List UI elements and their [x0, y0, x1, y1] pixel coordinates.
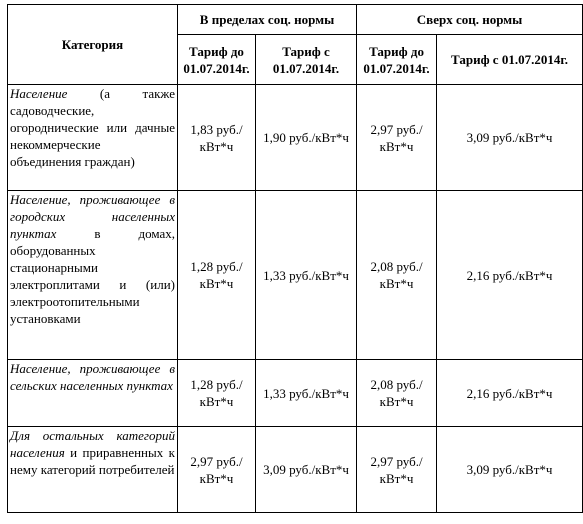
above-norm-header: Сверх соц. нормы — [357, 5, 583, 35]
category-cell — [8, 360, 178, 427]
category-note: и приравненных к нему категорий потребителей — [10, 445, 175, 477]
above-from-cell: 2,16 руб./кВт*ч — [437, 191, 583, 360]
within-until-cell: 1,28 руб./ кВт*ч — [178, 191, 256, 360]
above-until-cell: 2,08 руб./ кВт*ч — [357, 191, 437, 360]
category-cell — [8, 85, 178, 191]
above-until-cell: 2,97 руб./ кВт*ч — [357, 427, 437, 513]
category-name: Для остальных категорий населения — [10, 428, 175, 460]
within-tariff-until-header: Тариф до 01.07.2014г. — [178, 35, 256, 85]
table-row — [8, 360, 583, 427]
category-cell — [8, 427, 178, 513]
within-until-cell: 1,28 руб./ кВт*ч — [178, 360, 256, 427]
table-row — [8, 85, 583, 191]
within-from-cell: 1,90 руб./кВт*ч — [256, 85, 357, 191]
within-from-cell: 3,09 руб./кВт*ч — [256, 427, 357, 513]
within-norm-header: В пределах соц. нормы — [178, 5, 357, 35]
within-until-cell: 1,83 руб./ кВт*ч — [178, 85, 256, 191]
category-name: Население, проживающее в городских населенных пунктах — [10, 192, 175, 241]
within-tariff-from-header: Тариф с 01.07.2014г. — [256, 35, 357, 85]
above-until-cell: 2,08 руб./ кВт*ч — [357, 360, 437, 427]
table-row — [8, 427, 583, 513]
above-from-cell: 2,16 руб./кВт*ч — [437, 360, 583, 427]
tariff-table — [7, 4, 583, 513]
category-name: Население, проживающее в сельских населенных пунктах — [10, 361, 175, 393]
within-until-cell: 2,97 руб./ кВт*ч — [178, 427, 256, 513]
above-from-cell: 3,09 руб./кВт*ч — [437, 427, 583, 513]
category-note: (а также садоводческие, огороднические или дачные некоммерческие объединения граждан) — [10, 86, 175, 169]
table-row — [8, 191, 583, 360]
category-cell — [8, 191, 178, 360]
category-name: Население — [10, 86, 68, 101]
above-from-cell: 3,09 руб./кВт*ч — [437, 85, 583, 191]
above-tariff-from-header: Тариф с 01.07.2014г. — [437, 35, 583, 85]
category-header: Категория — [8, 5, 178, 85]
within-from-cell: 1,33 руб./кВт*ч — [256, 360, 357, 427]
above-until-cell: 2,97 руб./ кВт*ч — [357, 85, 437, 191]
within-from-cell: 1,33 руб./кВт*ч — [256, 191, 357, 360]
category-note: в домах, оборудованных стационарными электроплитами и (или) электроотопительными установками — [10, 226, 175, 326]
above-tariff-until-header: Тариф до 01.07.2014г. — [357, 35, 437, 85]
